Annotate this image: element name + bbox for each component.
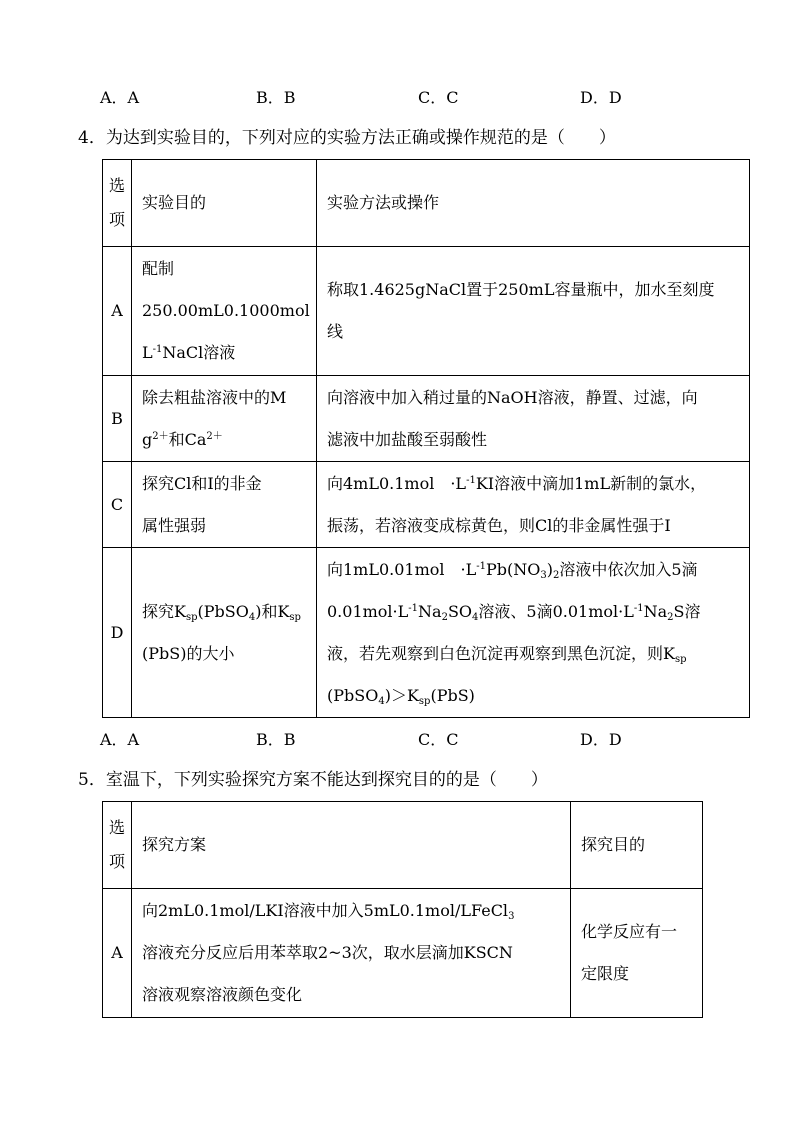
q4-row-purpose: 探究Cl和I的非金 属性强弱: [132, 462, 317, 548]
q4-row-method: 称取1.4625gNaCl置于250mL容量瓶中，加水至刻度 线: [317, 247, 750, 376]
q5-row-purpose: 化学反应有一 定限度: [571, 889, 703, 1018]
q5-header-purpose: 探究目的: [571, 802, 703, 889]
q4-row-method: 向4mL0.1mol $\cdot L^{-1}KI$溶液中滴加1mL新制的氯水， 振荡，若溶液变成棕黄色，则Cl的非金属性强于I: [317, 462, 750, 548]
q4-row-c: [103, 462, 750, 548]
q3-option-b: B．B: [256, 88, 296, 107]
q4-row-purpose: 除去粗盐溶液中的M $g^{2+}$和$Ca^{2+}$: [132, 376, 317, 462]
q3-options: [0, 86, 794, 110]
q4-row-purpose: 探究$K_{sp}(PbSO_4)$和$K_{sp}$ (PbS)的大小: [132, 548, 317, 718]
q4-row-label: D: [103, 548, 132, 718]
q4-row-method: 向溶液中加入稍过量的NaOH溶液，静置、过滤，向 滤液中加盐酸至弱酸性: [317, 376, 750, 462]
q5-table: [102, 801, 703, 1018]
q4-table: [102, 159, 750, 718]
q4-options: [0, 728, 794, 752]
q4-option-a: A．A: [100, 730, 140, 749]
q4-option-d: D．D: [580, 730, 622, 749]
q3-option-d: D．D: [580, 88, 622, 107]
q4-row-d: [103, 548, 750, 718]
q4-header-purpose: 实验目的: [132, 160, 317, 247]
q4-option-b: B．B: [256, 730, 296, 749]
q4-row-label: B: [103, 376, 132, 462]
q5-row-label: A: [103, 889, 132, 1018]
q4-row-b: [103, 376, 750, 462]
q3-option-c: C．C: [418, 88, 459, 107]
q4-row-label: C: [103, 462, 132, 548]
q4-row-label: A: [103, 247, 132, 376]
q4-header-row: [103, 160, 750, 247]
q5-header-row: [103, 802, 703, 889]
q4-row-purpose: 配制 250.00mL0.1000mol $L^{-1}NaCl$溶液: [132, 247, 317, 376]
q5-row-scheme: 向2mL0.1mol/LKI溶液中加入5mL0.1mol/LFeCl$_3$ 溶液充分反应后用苯萃取2~3次，取水层滴加KSCN 溶液观察溶液颜色变化: [132, 889, 571, 1018]
q4-header-method: 实验方法或操作: [317, 160, 750, 247]
q3-option-a: A．A: [100, 88, 140, 107]
q4-option-c: C．C: [418, 730, 459, 749]
q4-row-method: 向1mL0.01mol $\cdot L^{-1}Pb(NO_3)_2$溶液中依次加入5滴 $0.01mol\cdot L^{-1}Na_2SO_4$溶液、5滴$0.01mol\cdot L^{-1}Na_2S$溶 液，若先观察到白色沉淀再观察到黑色沉淀，则$K_{sp}$ $(PbSO_4)>K_{sp}(PbS)$: [317, 548, 750, 718]
q5-header-scheme: 探究方案: [132, 802, 571, 889]
q4-title: 4．为达到实验目的，下列对应的实验方法正确或操作规范的是（ ）: [78, 128, 616, 148]
q5-title: 5．室温下，下列实验探究方案不能达到探究目的的是（ ）: [78, 770, 548, 790]
q5-header-option: 选 项: [103, 802, 132, 889]
q4-row-a: [103, 247, 750, 376]
q4-header-option: 选 项: [103, 160, 132, 247]
q5-row-a: [103, 889, 703, 1018]
